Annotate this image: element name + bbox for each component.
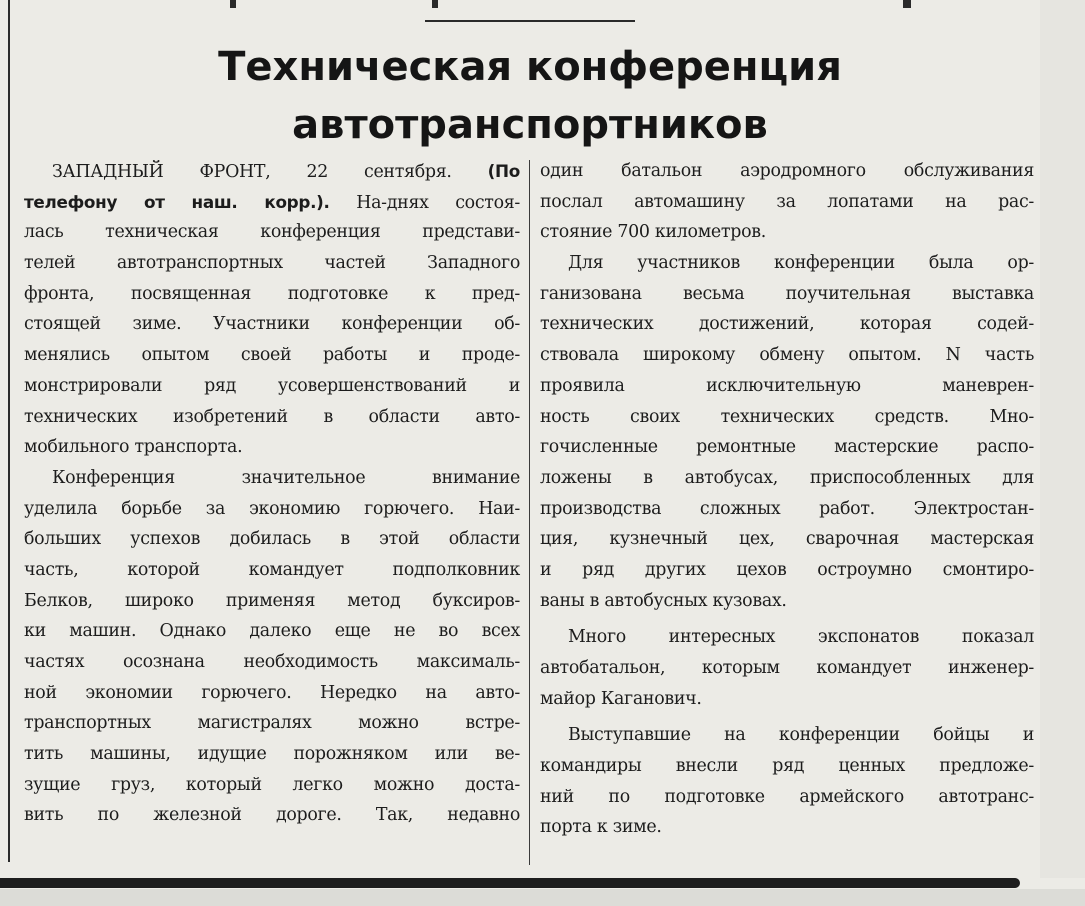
text-line: телей автотранспортных частей Западного bbox=[24, 253, 520, 274]
text-line: послал автомашину за лопатами на рас- bbox=[540, 191, 1034, 212]
text-fragment: На-днях состоя- bbox=[356, 192, 520, 213]
text-line: Белков, широко применяя метод буксиров- bbox=[24, 590, 520, 611]
text-line: ложены в автобусах, приспособленных для bbox=[540, 467, 1034, 488]
text-line: ганизована весьма поучительная выставка bbox=[540, 283, 1034, 304]
text-line: Для участников конференции была ор- bbox=[568, 253, 1034, 274]
text-line: ность своих технических средств. Мно- bbox=[540, 406, 1034, 427]
text-line: порта к зиме. bbox=[540, 817, 662, 838]
bottom-margin bbox=[0, 889, 1085, 906]
text-line bbox=[24, 187, 520, 218]
text-line: ствовала широкому обмену опытом. N часть bbox=[540, 345, 1034, 366]
dateline: ЗАПАДНЫЙ ФРОНТ, 22 сентября. bbox=[52, 162, 452, 182]
text-line: Выступавшие на конференции бойцы и bbox=[568, 725, 1034, 746]
left-column-rule bbox=[8, 0, 10, 862]
headline-top-rule bbox=[425, 20, 635, 22]
right-margin-strip bbox=[1040, 0, 1085, 878]
text-line: фронта, посвященная подготовке к пред- bbox=[24, 283, 520, 304]
column-divider bbox=[529, 160, 530, 865]
text-line: и ряд других цехов остроумно смонтиро- bbox=[540, 559, 1034, 580]
text-line: технических изобретений в области авто- bbox=[24, 406, 520, 427]
top-rule-fragment bbox=[903, 0, 911, 8]
text-line: мобильного транспорта. bbox=[24, 437, 243, 458]
text-line: проявила исключительную маневрен- bbox=[540, 375, 1034, 396]
text-line: производства сложных работ. Электростан- bbox=[540, 498, 1034, 519]
text-line: вить по железной дороге. Так, недавно bbox=[24, 805, 520, 826]
byline-open: (По bbox=[487, 161, 520, 181]
byline: телефону от наш. корр.). bbox=[24, 191, 330, 212]
headline-line-1: Техническая конференция bbox=[218, 44, 842, 90]
text-line: автобатальон, которым командует инженер- bbox=[540, 658, 1034, 678]
article-column-1 bbox=[24, 156, 520, 831]
text-line: ция, кузнечный цех, сварочная мастерская bbox=[540, 529, 1034, 550]
text-line: монстрировали ряд усовершенствований и bbox=[24, 375, 520, 396]
text-line: зущие груз, который легко можно доста- bbox=[24, 774, 520, 795]
text-line: ваны в автобусных кузовах. bbox=[540, 590, 787, 611]
text-line: ний по подготовке армейского автотранс- bbox=[540, 786, 1034, 807]
text-line bbox=[24, 156, 520, 187]
text-line: Много интересных экспонатов показал bbox=[568, 627, 1034, 648]
text-line: майор Каганович. bbox=[540, 688, 702, 709]
text-line: менялись опытом своей работы и проде- bbox=[24, 345, 520, 366]
article-headline bbox=[150, 38, 910, 154]
text-line: ки машин. Однако далеко еще не во всех bbox=[24, 621, 520, 642]
text-line: частях осознана необходимость максималь- bbox=[24, 652, 520, 672]
text-line: часть, которой командует подполковник bbox=[24, 559, 520, 580]
text-line: Конференция значительное внимание bbox=[52, 467, 520, 488]
text-line: больших успехов добилась в этой области bbox=[24, 529, 520, 550]
top-rule-fragment bbox=[432, 0, 438, 8]
text-line: лась техническая конференция представи- bbox=[24, 222, 520, 243]
text-line: технических достижений, которая содей- bbox=[540, 314, 1034, 335]
text-line: один батальон аэродромного обслуживания bbox=[540, 161, 1034, 181]
text-line: командиры внесли ряд ценных предложе- bbox=[540, 756, 1034, 777]
text-line: уделила борьбе за экономию горючего. Наи- bbox=[24, 498, 520, 519]
text-line: стоящей зиме. Участники конференции об- bbox=[24, 314, 520, 335]
text-line: тить машины, идущие порожняком или ве- bbox=[24, 744, 520, 765]
article-column-2 bbox=[540, 156, 1034, 843]
bottom-heavy-rule bbox=[0, 878, 1020, 888]
top-rule-fragment bbox=[230, 0, 236, 8]
headline-line-2: автотранспортников bbox=[292, 102, 768, 148]
text-line: стояние 700 километров. bbox=[540, 222, 766, 243]
text-line: гочисленные ремонтные мастерские распо- bbox=[540, 437, 1034, 458]
text-line: транспортных магистралях можно встре- bbox=[24, 713, 520, 734]
text-line: ной экономии горючего. Нередко на авто- bbox=[24, 682, 520, 703]
